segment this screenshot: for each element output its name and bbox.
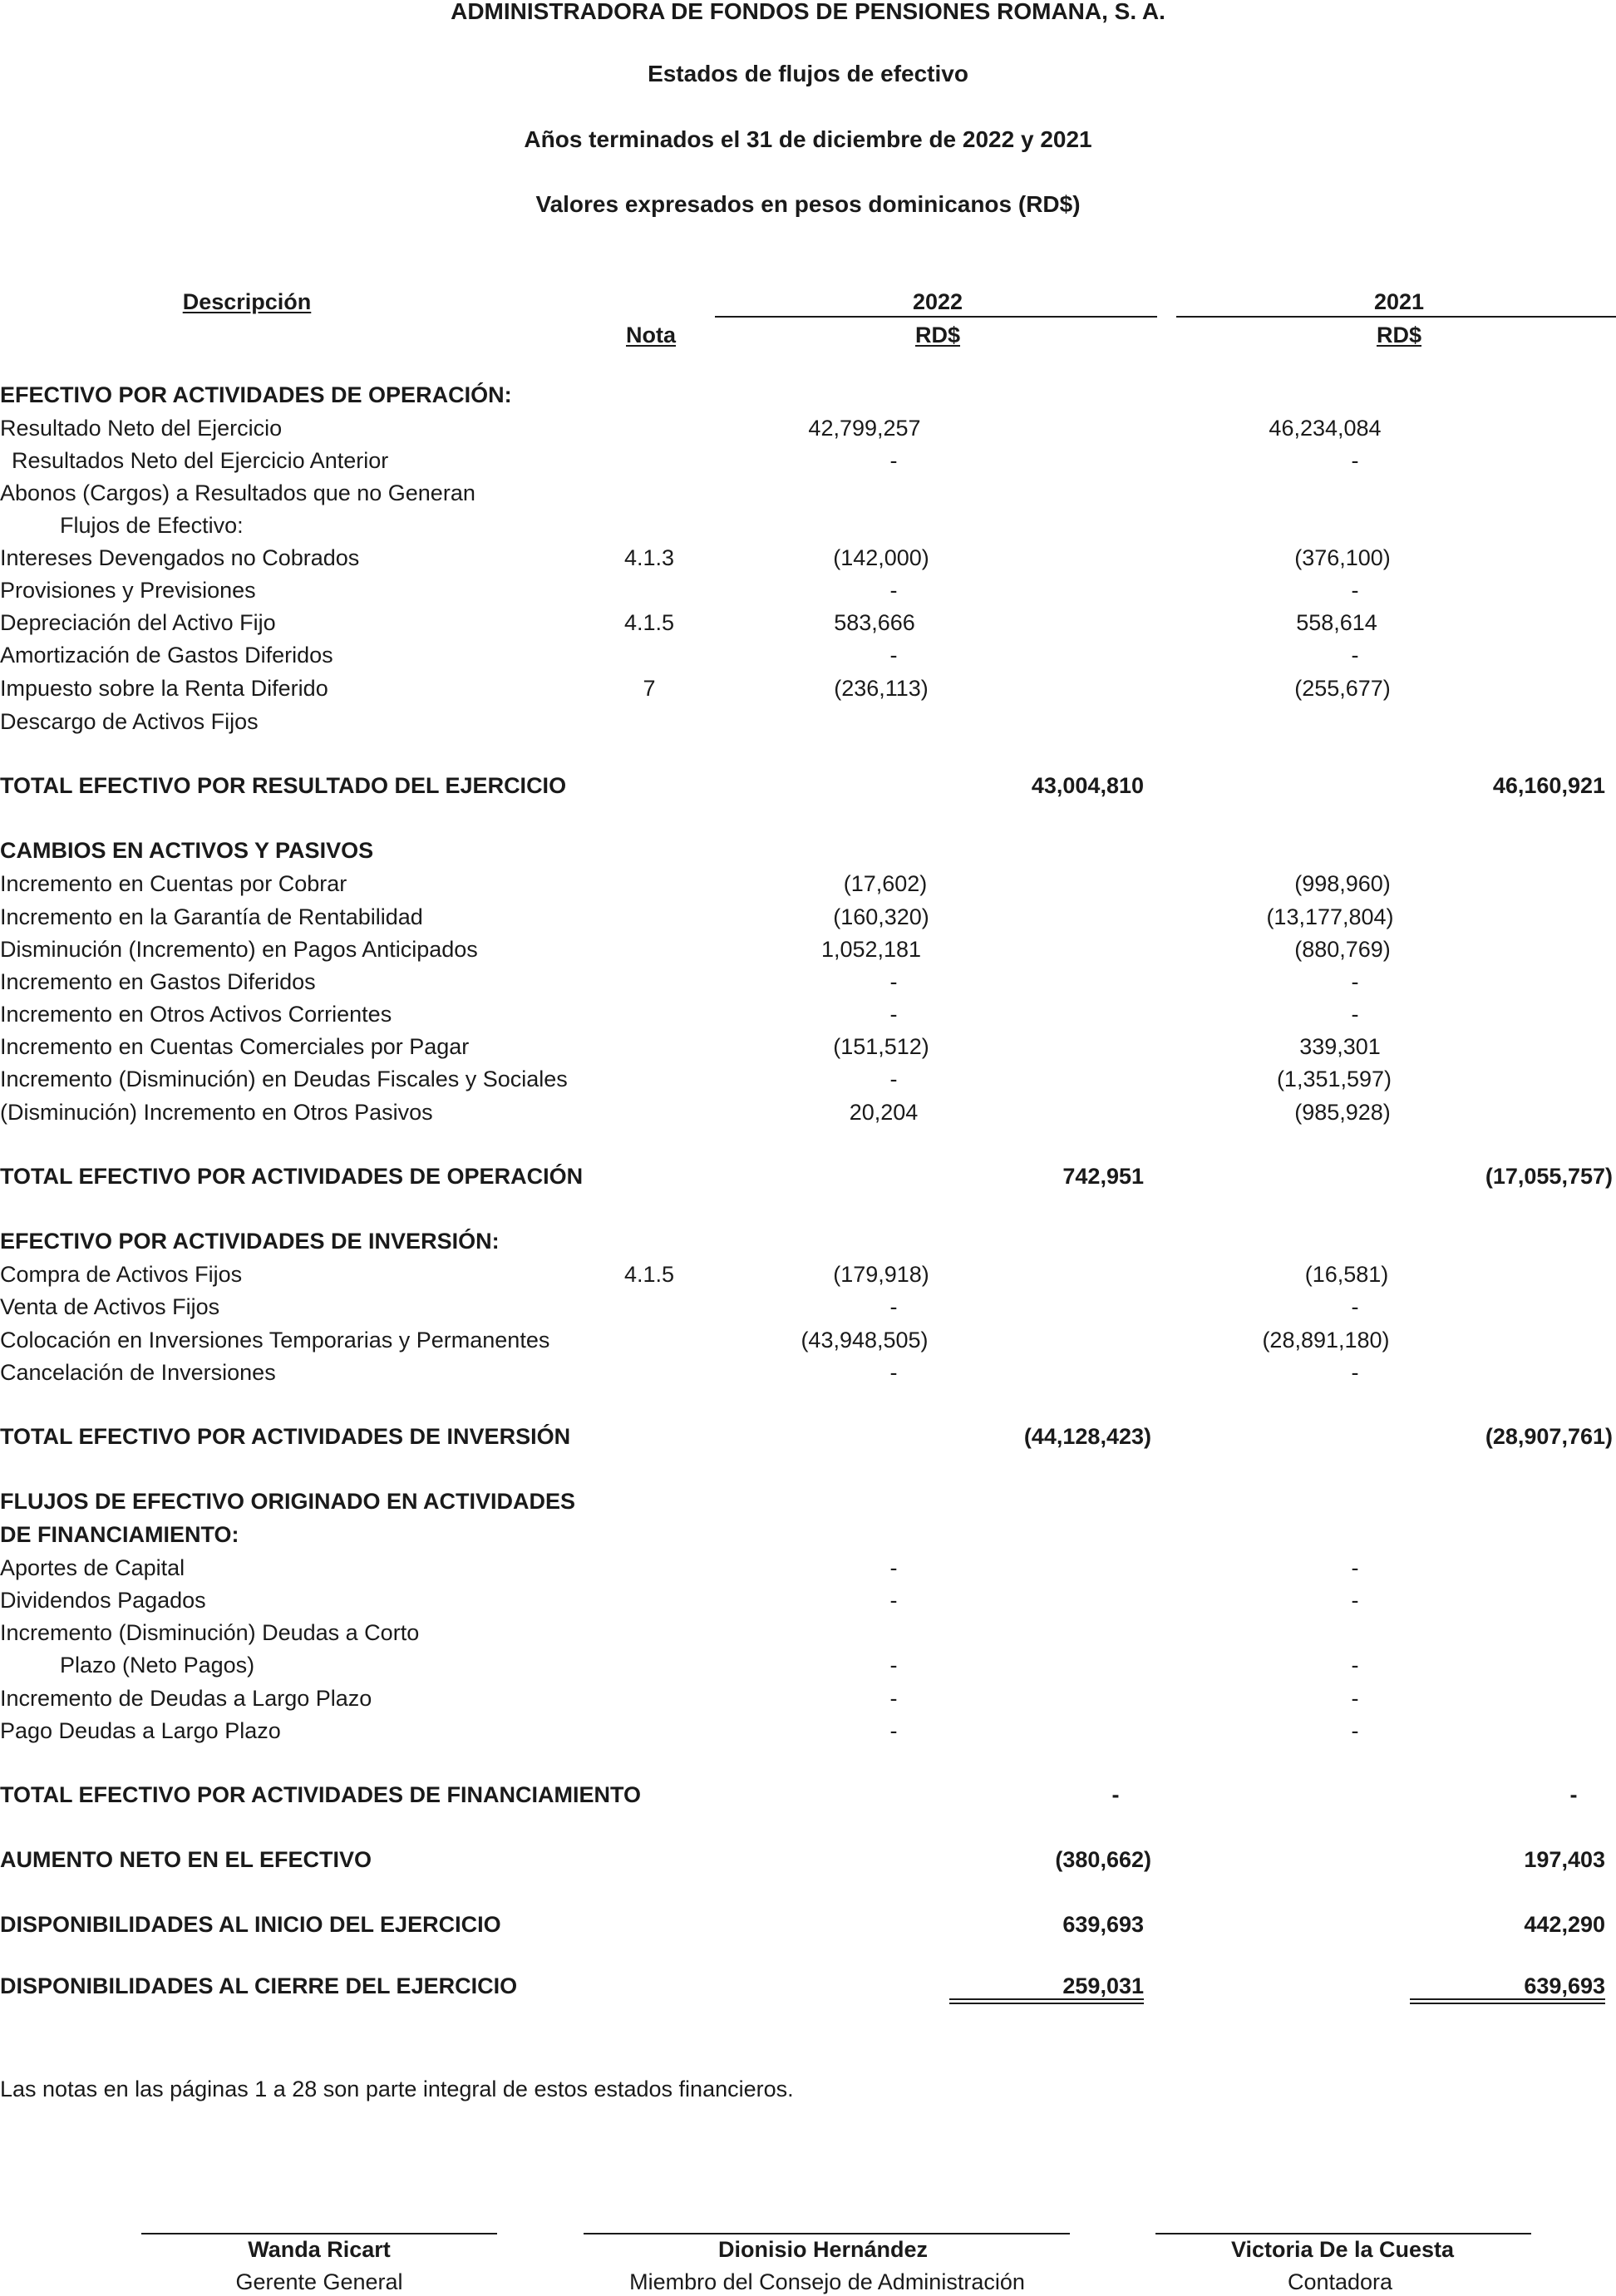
row-note: 4.1.3 [623, 545, 675, 570]
row-label: Incremento en Gastos Diferidos [0, 969, 316, 994]
total-2022: 742,951 [1062, 1164, 1144, 1189]
total-2022: 259,031 [1062, 1973, 1144, 1998]
signature-name: Dionisio Hernández [717, 2237, 929, 2262]
value-2022: - [889, 1360, 898, 1385]
section-heading-financiamiento: FLUJOS DE EFECTIVO ORIGINADO EN ACTIVIDADES [0, 1489, 576, 1514]
value-2022: - [889, 1588, 898, 1613]
column-year-2021: 2021 [1373, 289, 1425, 314]
value-2022: - [889, 1002, 898, 1027]
signature-role: Gerente General [235, 2269, 403, 2294]
value-2021: (16,581) [1304, 1262, 1389, 1287]
total-label: TOTAL EFECTIVO POR ACTIVIDADES DE INVERSIÓN [0, 1424, 571, 1449]
double-underline-2021 [1410, 1998, 1605, 2004]
total-label: AUMENTO NETO EN EL EFECTIVO [0, 1847, 372, 1872]
value-2021: - [1351, 448, 1359, 473]
row-label: (Disminución) Incremento en Otros Pasivos [0, 1100, 433, 1125]
value-2021: 46,234,084 [1269, 416, 1382, 441]
value-2022: - [889, 1718, 898, 1743]
total-label: TOTAL EFECTIVO POR ACTIVIDADES DE FINANCIAMIENTO [0, 1782, 642, 1807]
double-underline-2022 [949, 1998, 1144, 2004]
total-2021: (17,055,757) [1485, 1164, 1613, 1189]
value-2021: 558,614 [1296, 610, 1377, 635]
total-label: TOTAL EFECTIVO POR RESULTADO DEL EJERCICIO [0, 773, 567, 798]
value-2021: - [1351, 578, 1359, 603]
signature-role: Contadora [1287, 2269, 1393, 2294]
value-2021: - [1351, 643, 1359, 668]
total-2022: (380,662) [1055, 1847, 1151, 1872]
total-label: DISPONIBILIDADES AL CIERRE DEL EJERCICIO [0, 1973, 518, 1998]
row-label: Venta de Activos Fijos [0, 1294, 220, 1319]
signature-line [1155, 2233, 1531, 2234]
value-2022: 20,204 [849, 1100, 919, 1125]
value-2021: - [1351, 1718, 1359, 1743]
total-label: DISPONIBILIDADES AL INICIO DEL EJERCICIO [0, 1912, 501, 1937]
row-label: Descargo de Activos Fijos [0, 709, 259, 734]
column-note: Nota [626, 323, 676, 347]
row-label: Depreciación del Activo Fijo [0, 610, 276, 635]
footnote: Las notas en las páginas 1 a 28 son parte integral de estos estados financieros. [0, 2077, 794, 2101]
row-label: Incremento en Otros Activos Corrientes [0, 1002, 392, 1027]
value-2021: - [1351, 1686, 1359, 1711]
value-2021: - [1351, 969, 1359, 994]
value-2021: (880,769) [1294, 937, 1391, 962]
value-2022: (179,918) [833, 1262, 929, 1287]
total-2021: 442,290 [1524, 1912, 1605, 1937]
row-label: Dividendos Pagados [0, 1588, 206, 1613]
value-2022: (142,000) [833, 545, 929, 570]
row-label: Incremento en la Garantía de Rentabilidad [0, 904, 423, 929]
value-2022: - [889, 1653, 898, 1678]
value-2021: 339,301 [1299, 1034, 1381, 1059]
value-2022: (160,320) [833, 904, 929, 929]
row-label: Incremento de Deudas a Largo Plazo [0, 1686, 372, 1711]
row-note: 7 [643, 676, 656, 701]
section-heading-financiamiento-2: DE FINANCIAMIENTO: [0, 1522, 239, 1547]
signature-line [141, 2233, 497, 2234]
value-2022: - [889, 578, 898, 603]
value-2022: - [889, 1067, 898, 1091]
value-2021: - [1351, 1294, 1359, 1319]
column-year-2022: 2022 [912, 289, 963, 314]
row-label: Intereses Devengados no Cobrados [0, 545, 360, 570]
row-label: Incremento en Cuentas Comerciales por Pagar [0, 1034, 470, 1059]
row-label: Cancelación de Inversiones [0, 1360, 276, 1385]
value-2022: 583,666 [834, 610, 915, 635]
column-currency-2022: RD$ [914, 323, 961, 347]
value-2021: (28,891,180) [1262, 1328, 1390, 1352]
total-2021: 639,693 [1524, 1973, 1605, 1998]
row-label: Impuesto sobre la Renta Diferido [0, 676, 328, 701]
value-2021: (998,960) [1294, 871, 1391, 896]
total-2021: 46,160,921 [1492, 773, 1605, 798]
column-2021-rule [1176, 316, 1616, 318]
currency-note: Valores expresados en pesos dominicanos (RD$) [535, 191, 1081, 217]
signature-line [584, 2233, 1070, 2234]
value-2021: (255,677) [1294, 676, 1391, 701]
value-2021: - [1351, 1555, 1359, 1580]
row-label: Aportes de Capital [0, 1555, 185, 1580]
row-label: Colocación en Inversiones Temporarias y Permanentes [0, 1328, 550, 1352]
column-2022-rule [715, 316, 1157, 318]
signature-name: Wanda Ricart [248, 2237, 391, 2262]
statement-title: Estados de flujos de efectivo [648, 61, 968, 86]
row-label: Pago Deudas a Largo Plazo [0, 1718, 281, 1743]
value-2021: (985,928) [1294, 1100, 1391, 1125]
total-2022: (44,128,423) [1023, 1424, 1151, 1449]
value-2022: - [889, 1294, 898, 1319]
total-2021: (28,907,761) [1485, 1424, 1613, 1449]
row-label: Amortización de Gastos Diferidos [0, 643, 333, 668]
company-name: ADMINISTRADORA DE FONDOS DE PENSIONES ROMANA, S. A. [451, 0, 1165, 24]
total-2022: 43,004,810 [1031, 773, 1144, 798]
signature-name: Victoria De la Cuesta [1230, 2237, 1455, 2262]
value-2022: - [889, 1555, 898, 1580]
value-2022: - [889, 643, 898, 668]
total-2022: - [1111, 1782, 1120, 1807]
value-2022: (236,113) [834, 676, 929, 701]
value-2022: (43,948,505) [801, 1328, 929, 1352]
row-note: 4.1.5 [623, 610, 675, 635]
row-label: Incremento en Cuentas por Cobrar [0, 871, 347, 896]
value-2022: (17,602) [843, 871, 928, 896]
value-2021: (13,177,804) [1266, 904, 1394, 929]
section-heading-cambios: CAMBIOS EN ACTIVOS Y PASIVOS [0, 838, 374, 863]
row-label: Disminución (Incremento) en Pagos Anticipados [0, 937, 478, 962]
row-label: Compra de Activos Fijos [0, 1262, 243, 1287]
value-2022: - [889, 969, 898, 994]
value-2021: - [1351, 1360, 1359, 1385]
value-2021: (1,351,597) [1276, 1067, 1392, 1091]
column-currency-2021: RD$ [1376, 323, 1422, 347]
section-heading-inversion: EFECTIVO POR ACTIVIDADES DE INVERSIÓN: [0, 1229, 500, 1254]
total-label: TOTAL EFECTIVO POR ACTIVIDADES DE OPERACIÓN [0, 1164, 584, 1189]
signature-role: Miembro del Consejo de Administración [629, 2269, 1025, 2294]
value-2021: - [1351, 1653, 1359, 1678]
row-label: Incremento (Disminución) Deudas a Corto [0, 1620, 420, 1645]
value-2022: - [889, 1686, 898, 1711]
row-label: Incremento (Disminución) en Deudas Fiscales y Sociales [0, 1067, 568, 1091]
column-description: Descripción [182, 289, 312, 314]
row-label: Provisiones y Previsiones [0, 578, 256, 603]
section-heading-operacion: EFECTIVO POR ACTIVIDADES DE OPERACIÓN: [0, 382, 512, 407]
statement-period: Años terminados el 31 de diciembre de 2022 y 2021 [524, 126, 1092, 152]
total-2021: - [1569, 1782, 1578, 1807]
total-2021: 197,403 [1524, 1847, 1605, 1872]
value-2022: (151,512) [833, 1034, 929, 1059]
row-label: Abonos (Cargos) a Resultados que no Generan [0, 480, 475, 505]
row-label: Plazo (Neto Pagos) [60, 1653, 255, 1678]
value-2021: - [1351, 1588, 1359, 1613]
value-2022: 42,799,257 [808, 416, 921, 441]
row-note: 4.1.5 [623, 1262, 675, 1287]
value-2021: - [1351, 1002, 1359, 1027]
row-label: Resultado Neto del Ejercicio [0, 416, 283, 441]
row-label: Resultados Neto del Ejercicio Anterior [12, 448, 389, 473]
row-label: Flujos de Efectivo: [60, 513, 244, 538]
value-2022: - [889, 448, 898, 473]
total-2022: 639,693 [1062, 1912, 1144, 1937]
value-2021: (376,100) [1294, 545, 1391, 570]
value-2022: 1,052,181 [820, 937, 922, 962]
